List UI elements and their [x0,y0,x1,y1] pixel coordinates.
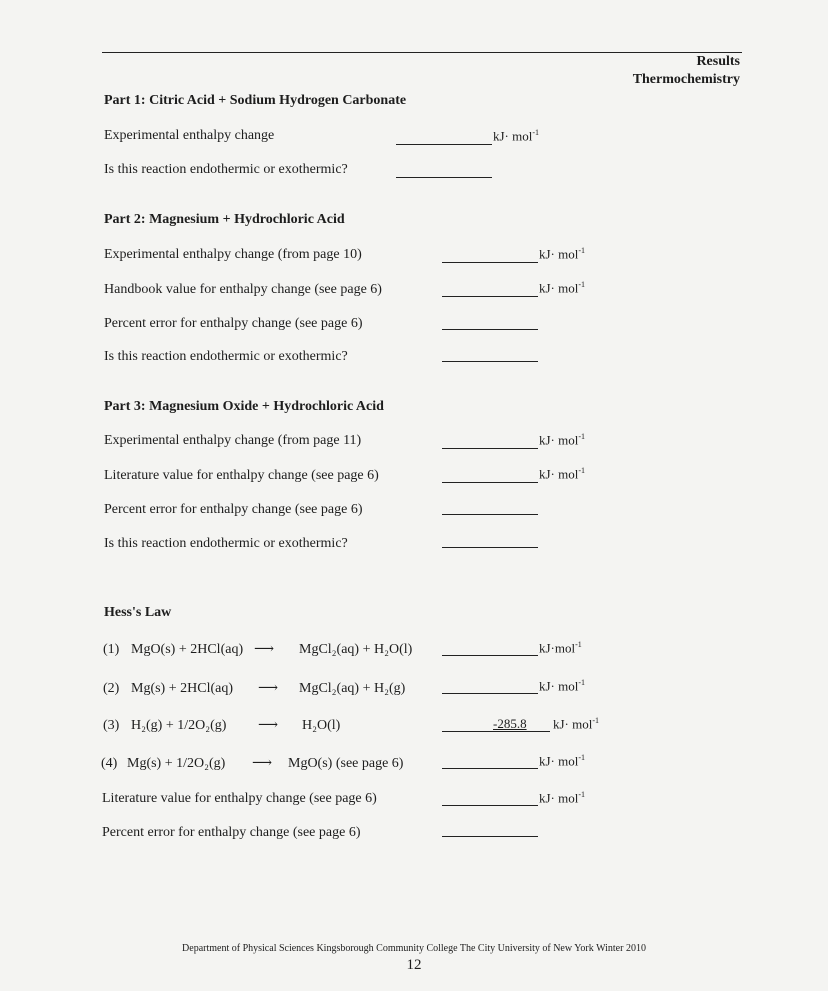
part3-row-exp-label: Experimental enthalpy change (from page 11) [104,433,362,448]
eq4-unit: kJ· mol$^{-1}$ [539,753,586,769]
eq4-number: (4) [101,756,118,771]
eq2-blank[interactable] [442,693,538,694]
part1-enthalpy-unit: kJ· mol$^{-1}$ [493,128,540,144]
page-number: 12 [406,957,422,973]
part1-title: Part 1: Citric Acid + Sodium Hydrogen Carbonate [104,93,407,108]
part2-handbook-blank[interactable] [442,296,538,297]
eq1-blank[interactable] [442,655,538,656]
eq1-arrow-icon: ⟶ [254,642,275,657]
hess-error-blank[interactable] [442,836,538,837]
part1-row-enthalpy-label: Experimental enthalpy change [104,128,275,143]
eq3-value: -285.8 [493,716,527,731]
part3-row-error-label: Percent error for enthalpy change (see page 6) [104,502,363,517]
eq1-reactants: MgO(s) + 2HCl(aq) [131,642,244,657]
eq3-arrow-icon: ⟶ [258,718,279,733]
eq2-unit: kJ· mol$^{-1}$ [539,678,586,694]
part3-row-lit-label: Literature value for enthalpy change (see page 6) [104,468,379,483]
header-results: Results [696,54,740,69]
part2-type-blank[interactable] [442,361,538,362]
eq2-reactants: Mg(s) + 2HCl(aq) [131,681,233,696]
part3-exp-blank[interactable] [442,448,538,449]
footer-text: Department of Physical Sciences Kingsborough Community College The City University of New York Winter 2010 [182,943,646,954]
part3-lit-blank[interactable] [442,482,538,483]
part2-exp-unit: kJ· mol$^{-1}$ [539,246,586,262]
part2-row-exp-label: Experimental enthalpy change (from page 10) [104,247,362,262]
part2-row-type-label: Is this reaction endothermic or exothermic? [104,349,348,364]
eq3-unit: kJ· mol$^{-1}$ [553,716,600,732]
eq3-products: H₂O(l) [302,718,341,733]
eq1-number: (1) [103,642,120,657]
eq4-arrow-icon: ⟶ [252,756,273,771]
part1-type-blank[interactable] [396,177,492,178]
part3-lit-unit: kJ· mol$^{-1}$ [539,466,586,482]
hess-row-lit-label: Literature value for enthalpy change (see page 6) [102,791,377,806]
part1-enthalpy-blank[interactable] [396,144,492,145]
part3-exp-unit: kJ· mol$^{-1}$ [539,432,586,448]
part3-title: Part 3: Magnesium Oxide + Hydrochloric Acid [104,399,384,414]
part3-row-type-label: Is this reaction endothermic or exothermic? [104,536,348,551]
eq4-products: MgO(s) (see page 6) [288,756,404,771]
eq4-reactants: Mg(s) + 1/2O₂(g) [127,756,226,771]
eq2-number: (2) [103,681,120,696]
part2-title: Part 2: Magnesium + Hydrochloric Acid [104,212,345,227]
eq3-number: (3) [103,718,120,733]
part3-type-blank[interactable] [442,547,538,548]
part1-row-type-label: Is this reaction endothermic or exothermic? [104,162,348,177]
header-topic: Thermochemistry [632,72,740,87]
header-rule [102,52,742,53]
hess-lit-blank[interactable] [442,805,538,806]
eq2-arrow-icon: ⟶ [258,681,279,696]
part2-row-error-label: Percent error for enthalpy change (see page 6) [104,316,363,331]
hess-title: Hess's Law [104,605,172,620]
part3-error-blank[interactable] [442,514,538,515]
part2-exp-blank[interactable] [442,262,538,263]
eq1-products: MgCl₂(aq) + H₂O(l) [299,642,413,657]
part2-row-handbook-label: Handbook value for enthalpy change (see page 6) [104,282,382,297]
part2-error-blank[interactable] [442,329,538,330]
eq1-unit: kJ·mol$^{-1}$ [539,640,582,656]
eq3-reactants: H₂(g) + 1/2O₂(g) [131,718,227,733]
eq4-blank[interactable] [442,768,538,769]
hess-lit-unit: kJ· mol$^{-1}$ [539,790,586,806]
part2-handbook-unit: kJ· mol$^{-1}$ [539,280,586,296]
eq2-products: MgCl₂(aq) + H₂(g) [299,681,406,696]
hess-row-error-label: Percent error for enthalpy change (see page 6) [102,825,361,840]
